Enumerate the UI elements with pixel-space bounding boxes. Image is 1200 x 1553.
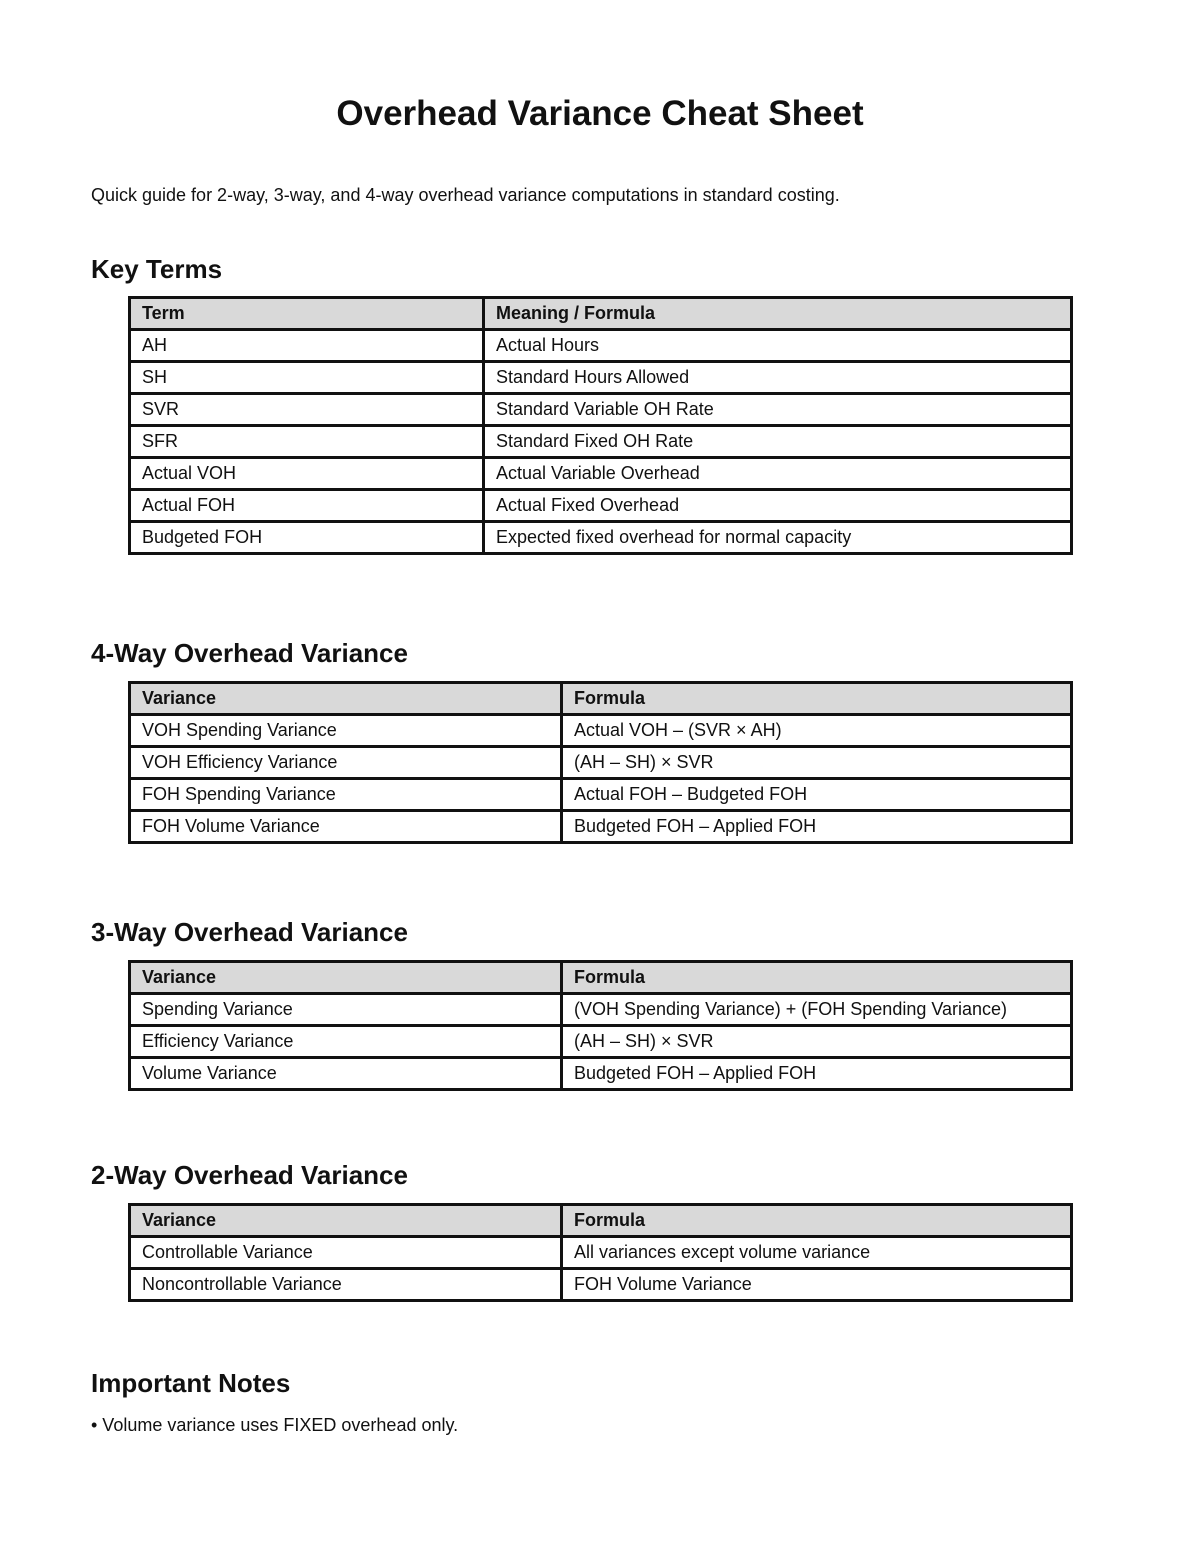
- row-value-cell: Standard Variable OH Rate: [484, 394, 1072, 426]
- row-value-cell: FOH Volume Variance: [562, 1269, 1072, 1301]
- column-header: Formula: [562, 683, 1072, 715]
- row-label-cell: SVR: [130, 394, 484, 426]
- table-row: [130, 994, 1072, 1026]
- table-row: [130, 426, 1072, 458]
- row-label-cell: Volume Variance: [130, 1058, 562, 1090]
- row-value-cell: Actual Fixed Overhead: [484, 490, 1072, 522]
- row-label-cell: Actual VOH: [130, 458, 484, 490]
- section-heading-important-notes: Important Notes: [91, 1368, 291, 1398]
- column-header: Variance: [130, 1205, 562, 1237]
- three-way-variance-table: [128, 960, 1073, 1091]
- page-title: Overhead Variance Cheat Sheet: [336, 94, 864, 133]
- table-row: [130, 1269, 1072, 1301]
- row-label-cell: AH: [130, 330, 484, 362]
- row-label-cell: FOH Spending Variance: [130, 779, 562, 811]
- table-header-row: [130, 298, 1072, 330]
- table-row: [130, 522, 1072, 554]
- section-heading-4-way: 4-Way Overhead Variance: [91, 638, 408, 668]
- table-row: [130, 490, 1072, 522]
- row-label-cell: Controllable Variance: [130, 1237, 562, 1269]
- two-way-variance-table: [128, 1203, 1073, 1302]
- row-value-cell: (AH – SH) × SVR: [562, 747, 1072, 779]
- row-label-cell: Budgeted FOH: [130, 522, 484, 554]
- table-row: [130, 362, 1072, 394]
- row-label-cell: Spending Variance: [130, 994, 562, 1026]
- row-value-cell: Budgeted FOH – Applied FOH: [562, 811, 1072, 843]
- row-value-cell: Actual Variable Overhead: [484, 458, 1072, 490]
- key-terms-table: [128, 296, 1073, 555]
- row-value-cell: Standard Hours Allowed: [484, 362, 1072, 394]
- row-value-cell: Actual VOH – (SVR × AH): [562, 715, 1072, 747]
- row-label-cell: SFR: [130, 426, 484, 458]
- table-row: [130, 1058, 1072, 1090]
- row-value-cell: Expected fixed overhead for normal capacity: [484, 522, 1072, 554]
- row-label-cell: FOH Volume Variance: [130, 811, 562, 843]
- table-row: [130, 715, 1072, 747]
- page-subtitle: Quick guide for 2-way, 3-way, and 4-way overhead variance computations in standard costing.: [91, 185, 840, 205]
- column-header: Meaning / Formula: [484, 298, 1072, 330]
- table-row: [130, 330, 1072, 362]
- row-value-cell: (AH – SH) × SVR: [562, 1026, 1072, 1058]
- table-row: [130, 1026, 1072, 1058]
- column-header: Formula: [562, 962, 1072, 994]
- row-label-cell: VOH Efficiency Variance: [130, 747, 562, 779]
- row-value-cell: All variances except volume variance: [562, 1237, 1072, 1269]
- row-label-cell: Efficiency Variance: [130, 1026, 562, 1058]
- section-heading-key-terms: Key Terms: [91, 254, 223, 284]
- four-way-variance-table: [128, 681, 1073, 844]
- section-heading-2-way: 2-Way Overhead Variance: [91, 1160, 408, 1190]
- table-header-row: [130, 683, 1072, 715]
- row-label-cell: VOH Spending Variance: [130, 715, 562, 747]
- row-value-cell: (VOH Spending Variance) + (FOH Spending Variance): [562, 994, 1072, 1026]
- table-row: [130, 747, 1072, 779]
- table-header-row: [130, 1205, 1072, 1237]
- table-row: [130, 458, 1072, 490]
- note-item: • Volume variance uses FIXED overhead only.: [91, 1415, 459, 1435]
- section-heading-3-way: 3-Way Overhead Variance: [91, 917, 408, 947]
- column-header: Variance: [130, 962, 562, 994]
- row-value-cell: Actual FOH – Budgeted FOH: [562, 779, 1072, 811]
- column-header: Variance: [130, 683, 562, 715]
- table-header-row: [130, 962, 1072, 994]
- table-row: [130, 1237, 1072, 1269]
- column-header: Term: [130, 298, 484, 330]
- row-value-cell: Standard Fixed OH Rate: [484, 426, 1072, 458]
- row-label-cell: Noncontrollable Variance: [130, 1269, 562, 1301]
- row-label-cell: SH: [130, 362, 484, 394]
- column-header: Formula: [562, 1205, 1072, 1237]
- table-row: [130, 394, 1072, 426]
- notes-list: [91, 1414, 458, 1436]
- table-row: [130, 811, 1072, 843]
- row-value-cell: Budgeted FOH – Applied FOH: [562, 1058, 1072, 1090]
- row-label-cell: Actual FOH: [130, 490, 484, 522]
- table-row: [130, 779, 1072, 811]
- row-value-cell: Actual Hours: [484, 330, 1072, 362]
